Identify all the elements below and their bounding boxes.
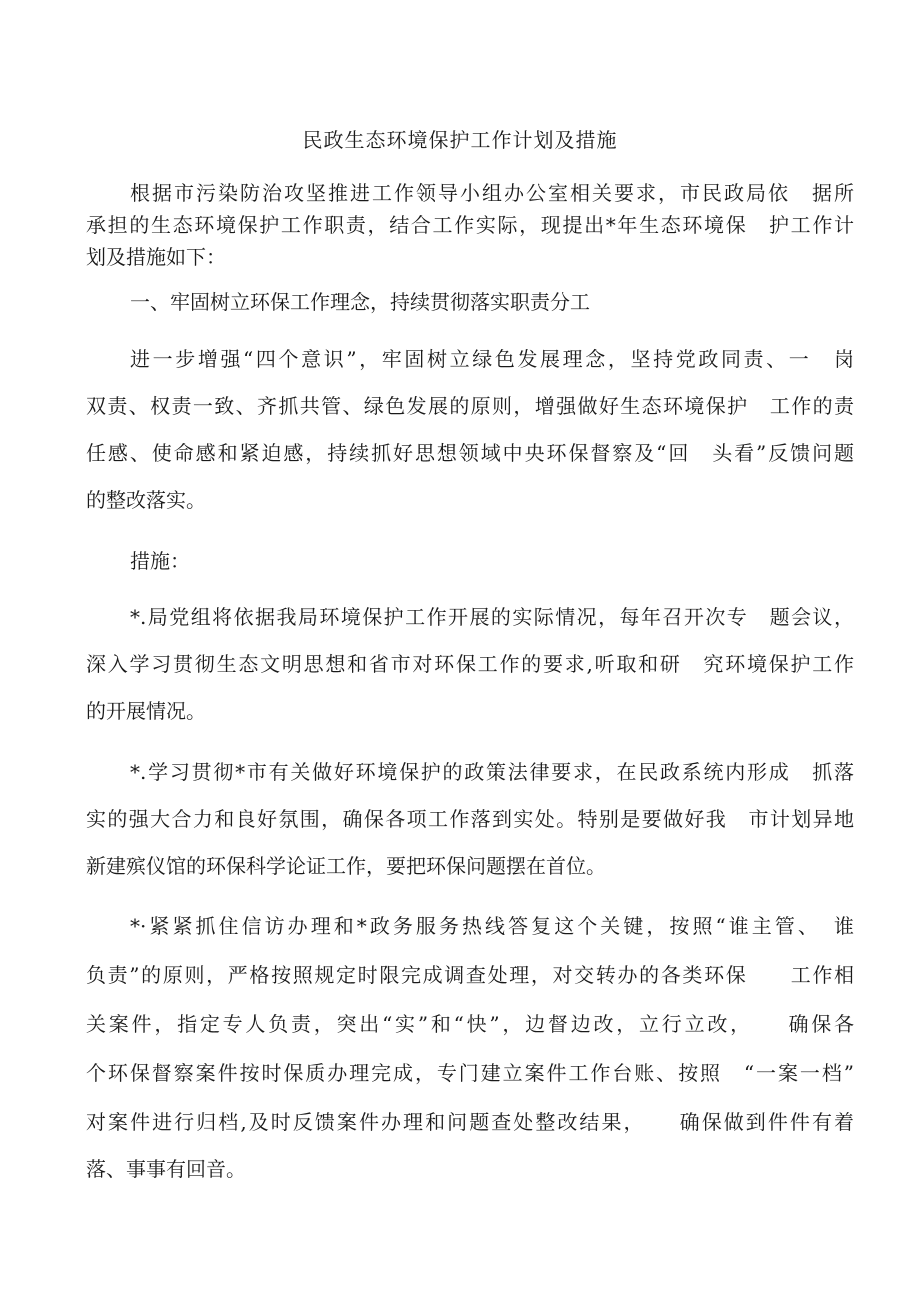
measure-item-3-line-5: 对案件进行归档,及时反馈案件办理和问题查处整改结果， 确保做到件件有着 xyxy=(86,1110,854,1134)
measure-item-2-line-2: 实的强大合力和良好氛围，确保各项工作落到实处。特别是要做好我 市计划异地 xyxy=(86,807,854,831)
section1-line-1: 进一步增强“四个意识”，牢固树立绿色发展理念，坚持党政同责、一 岗 xyxy=(130,347,854,371)
measure-item-3-line-6: 落、事事有回音。 xyxy=(86,1157,246,1181)
section-heading-1: 一、牢固树立环保工作理念，持续贯彻落实职责分工 xyxy=(130,290,590,314)
measure-item-3-line-3: 关案件，指定专人负责，突出“实”和“快”，边督边改，立行立改， 确保各 xyxy=(86,1012,854,1036)
measures-label: 措施： xyxy=(130,549,190,573)
measure-item-1-line-3: 的开展情况。 xyxy=(86,699,206,723)
section1-line-3: 任感、使命感和紧迫感，持续抓好思想领域中央环保督察及“回 头看”反馈问题 xyxy=(86,441,854,465)
intro-line-3: 划及措施如下： xyxy=(86,245,226,269)
section1-line-4: 的整改落实。 xyxy=(86,488,206,512)
measure-item-1-line-2: 深入学习贯彻生态文明思想和省市对环保工作的要求,听取和研 究环境保护工作 xyxy=(86,652,854,676)
measure-item-3-line-2: 负责”的原则，严格按照规定时限完成调查处理，对交转办的各类环保 工作相 xyxy=(86,963,854,987)
section1-line-2: 双责、权责一致、齐抓共管、绿色发展的原则，增强做好生态环境保护 工作的责 xyxy=(86,394,854,418)
measure-item-3-line-1: *·紧紧抓住信访办理和*政务服务热线答复这个关键，按照“谁主管、 谁 xyxy=(130,914,854,938)
measure-item-2-line-1: *.学习贯彻*市有关做好环境保护的政策法律要求，在民政系统内形成 抓落 xyxy=(130,760,854,784)
measure-item-3-line-4: 个环保督察案件按时保质办理完成，专门建立案件工作台账、按照 “一案一档” xyxy=(86,1061,854,1085)
measure-item-2-line-3: 新建殡仪馆的环保科学论证工作，要把环保问题摆在首位。 xyxy=(86,854,606,878)
document-title: 民政生态环境保护工作计划及措施 xyxy=(302,128,618,152)
intro-line-2: 承担的生态环境保护工作职责，结合工作实际，现提出*年生态环境保 护工作计 xyxy=(86,213,854,237)
intro-line-1: 根据市污染防治攻坚推进工作领导小组办公室相关要求，市民政局依 据所 xyxy=(130,181,854,205)
measure-item-1-line-1: *.局党组将依据我局环境保护工作开展的实际情况，每年召开次专 题会议， xyxy=(130,605,854,629)
